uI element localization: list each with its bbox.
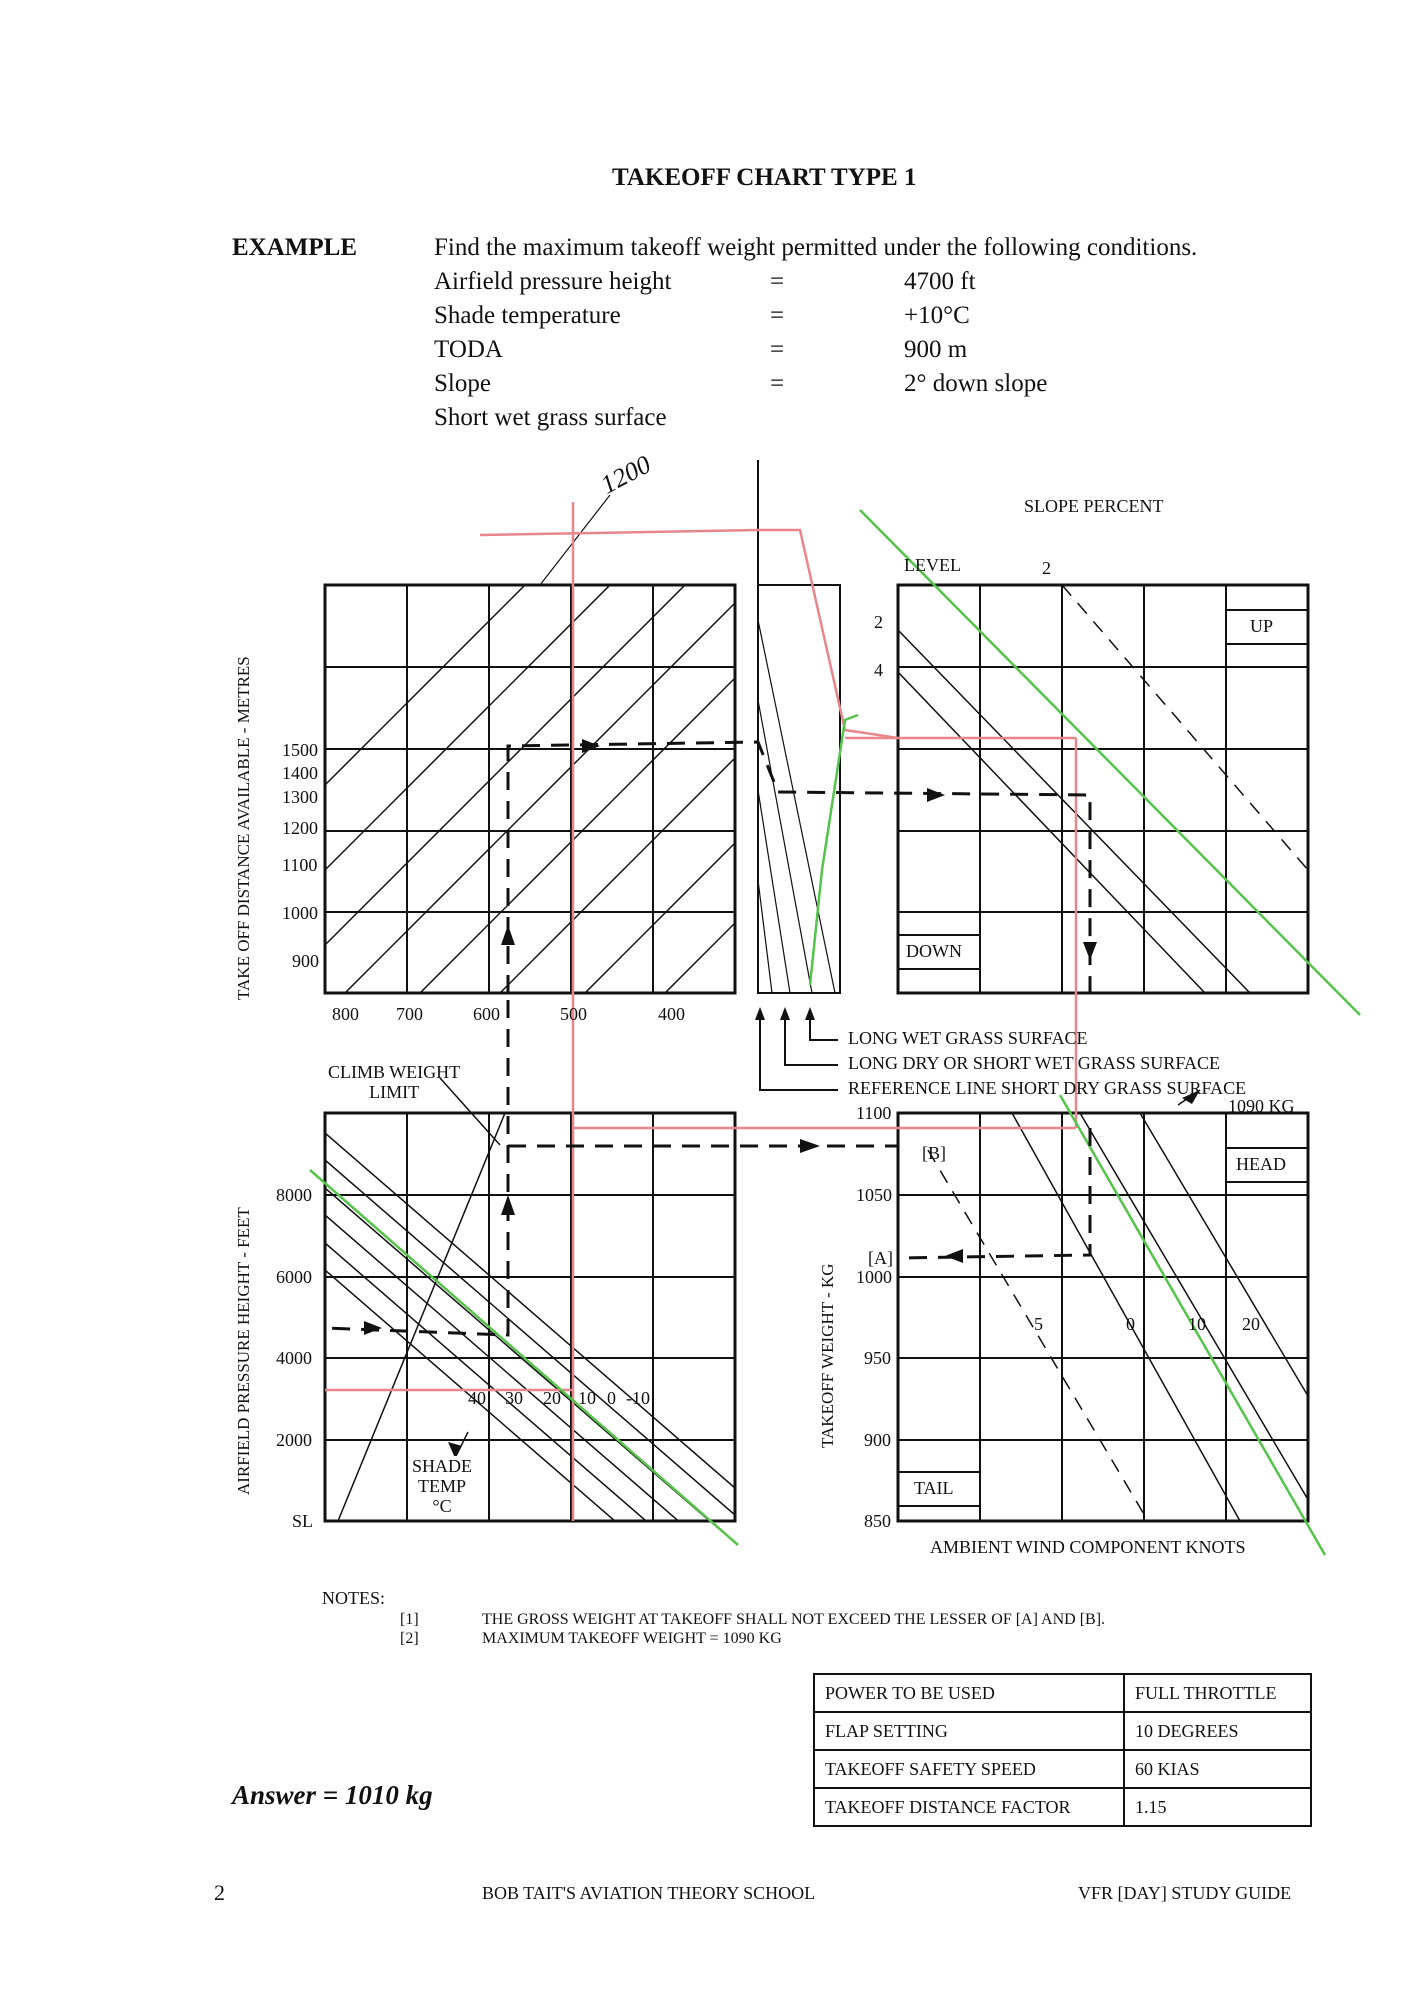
weight-tick: 800	[332, 1004, 359, 1024]
condition-value: +10°C	[904, 302, 970, 329]
condition-label: Airfield pressure height	[434, 268, 672, 295]
slope-top-tick: 2	[1042, 558, 1051, 578]
condition-value: 900 m	[904, 336, 968, 363]
spec-key: POWER TO BE USED	[814, 1674, 1124, 1712]
table-row	[814, 1750, 1311, 1788]
answer: Answer = 1010 kg	[232, 1780, 433, 1810]
weight-tick: 400	[658, 1004, 685, 1024]
weight-tick: 950	[864, 1348, 891, 1368]
weight-tick: 1000	[856, 1267, 892, 1287]
footer-right: VFR [DAY] STUDY GUIDE	[1078, 1883, 1292, 1903]
condition-eq: =	[770, 370, 785, 397]
example-label: EXAMPLE	[232, 234, 357, 261]
toda-tick: 1300	[282, 787, 318, 807]
marker-a: [A]	[868, 1248, 893, 1268]
temp-tick: -10	[626, 1388, 650, 1408]
temp-tick: 0	[607, 1388, 616, 1408]
weight-tick: 500	[560, 1004, 587, 1024]
wind-tick: 0	[1126, 1314, 1135, 1334]
footer-center: BOB TAIT'S AVIATION THEORY SCHOOL	[482, 1883, 816, 1903]
page-number: 2	[214, 1880, 225, 1905]
table-row	[814, 1788, 1311, 1826]
condition-value: 2° down slope	[904, 370, 1048, 397]
spec-value: 60 KIAS	[1124, 1750, 1311, 1788]
spec-value: FULL THROTTLE	[1124, 1674, 1311, 1712]
toda-tick: 1400	[282, 763, 318, 783]
pressure-tick: SL	[292, 1511, 314, 1531]
notes-label: NOTES:	[322, 1588, 385, 1608]
weight-tick: 700	[396, 1004, 423, 1024]
temp-tick: 10	[578, 1388, 596, 1408]
weight-tick: 900	[864, 1430, 891, 1450]
weight-tick: 1050	[856, 1185, 892, 1205]
spec-value: 1.15	[1124, 1788, 1311, 1826]
weight-tick: 850	[864, 1511, 891, 1531]
wind-axis-label: AMBIENT WIND COMPONENT KNOTS	[930, 1537, 1246, 1557]
table-row	[814, 1712, 1311, 1750]
condition-label: TODA	[434, 336, 503, 363]
table-row	[814, 1674, 1311, 1712]
temp-tick: 30	[505, 1388, 523, 1408]
max-weight-note: 1090 KG	[1228, 1096, 1295, 1116]
surface-reference: REFERENCE LINE SHORT DRY GRASS SURFACE	[848, 1078, 1247, 1098]
spec-key: TAKEOFF DISTANCE FACTOR	[814, 1788, 1124, 1826]
toda-tick: 900	[292, 951, 319, 971]
surface-leaders	[760, 1015, 838, 1090]
handwritten-note: 1200	[596, 449, 656, 500]
wind-tick: 10	[1188, 1314, 1206, 1334]
condition-eq: =	[770, 302, 785, 329]
temp-tick: 20	[543, 1388, 561, 1408]
slope-panel	[898, 585, 1308, 993]
climb-panel	[325, 1078, 735, 1625]
note-number: [1]	[400, 1611, 419, 1628]
wind-tick: 20	[1242, 1314, 1260, 1334]
slope-title: SLOPE PERCENT	[1024, 496, 1164, 516]
spec-key: FLAP SETTING	[814, 1712, 1124, 1750]
temp-tick: 40	[468, 1388, 486, 1408]
pressure-tick: 2000	[276, 1430, 312, 1450]
surface-panel	[758, 460, 840, 993]
toda-tick: 1200	[282, 818, 318, 838]
condition-eq: =	[770, 336, 785, 363]
toda-tick: 1500	[282, 740, 318, 760]
spec-key: TAKEOFF SAFETY SPEED	[814, 1750, 1124, 1788]
wind-tick: 5	[1034, 1314, 1043, 1334]
note-text: THE GROSS WEIGHT AT TAKEOFF SHALL NOT EXCEED THE LESSER OF [A] AND [B].	[482, 1611, 1106, 1628]
pressure-tick: 6000	[276, 1267, 312, 1287]
spec-table	[813, 1673, 1312, 1827]
note-text: MAXIMUM TAKEOFF WEIGHT = 1090 KG	[482, 1630, 782, 1647]
shade-temp-label: SHADE TEMP °C	[412, 1456, 473, 1516]
head-label: HEAD	[1236, 1154, 1286, 1174]
climb-limit-label: CLIMB WEIGHT LIMIT	[328, 1062, 461, 1102]
note-number: [2]	[400, 1630, 419, 1647]
weight-tick: 600	[473, 1004, 500, 1024]
slope-level: LEVEL	[904, 555, 961, 575]
slope-side-tick: 4	[874, 660, 883, 680]
toda-tick: 1000	[282, 903, 318, 923]
weight-tick: 1100	[856, 1103, 892, 1123]
toda-tick: 1100	[282, 855, 318, 875]
temp-lines	[325, 1113, 735, 1625]
example-intro: Find the maximum takeoff weight permitted under the following conditions.	[434, 234, 1198, 261]
pressure-axis-label: AIRFIELD PRESSURE HEIGHT - FEET	[234, 1207, 253, 1495]
page-title: TAKEOFF CHART TYPE 1	[612, 164, 917, 191]
up-label: UP	[1250, 616, 1274, 636]
down-label: DOWN	[906, 941, 962, 961]
pressure-tick: 8000	[276, 1185, 312, 1205]
surface-long-wet: LONG WET GRASS SURFACE	[848, 1028, 1088, 1048]
marker-b: [B]	[922, 1143, 946, 1163]
spec-value: 10 DEGREES	[1124, 1712, 1311, 1750]
slope-side-tick: 2	[874, 612, 883, 632]
condition-value: 4700 ft	[904, 268, 976, 295]
weight-axis-label: TAKEOFF WEIGHT - KG	[818, 1263, 837, 1448]
condition-label: Slope	[434, 370, 491, 397]
condition-label: Shade temperature	[434, 302, 621, 329]
surface-long-dry: LONG DRY OR SHORT WET GRASS SURFACE	[848, 1053, 1220, 1073]
condition-label: Short wet grass surface	[434, 404, 667, 431]
pressure-tick: 4000	[276, 1348, 312, 1368]
tail-label: TAIL	[914, 1478, 954, 1498]
condition-eq: =	[770, 268, 785, 295]
toda-axis-label: TAKE OFF DISTANCE AVAILABLE - METRES	[234, 656, 253, 1000]
